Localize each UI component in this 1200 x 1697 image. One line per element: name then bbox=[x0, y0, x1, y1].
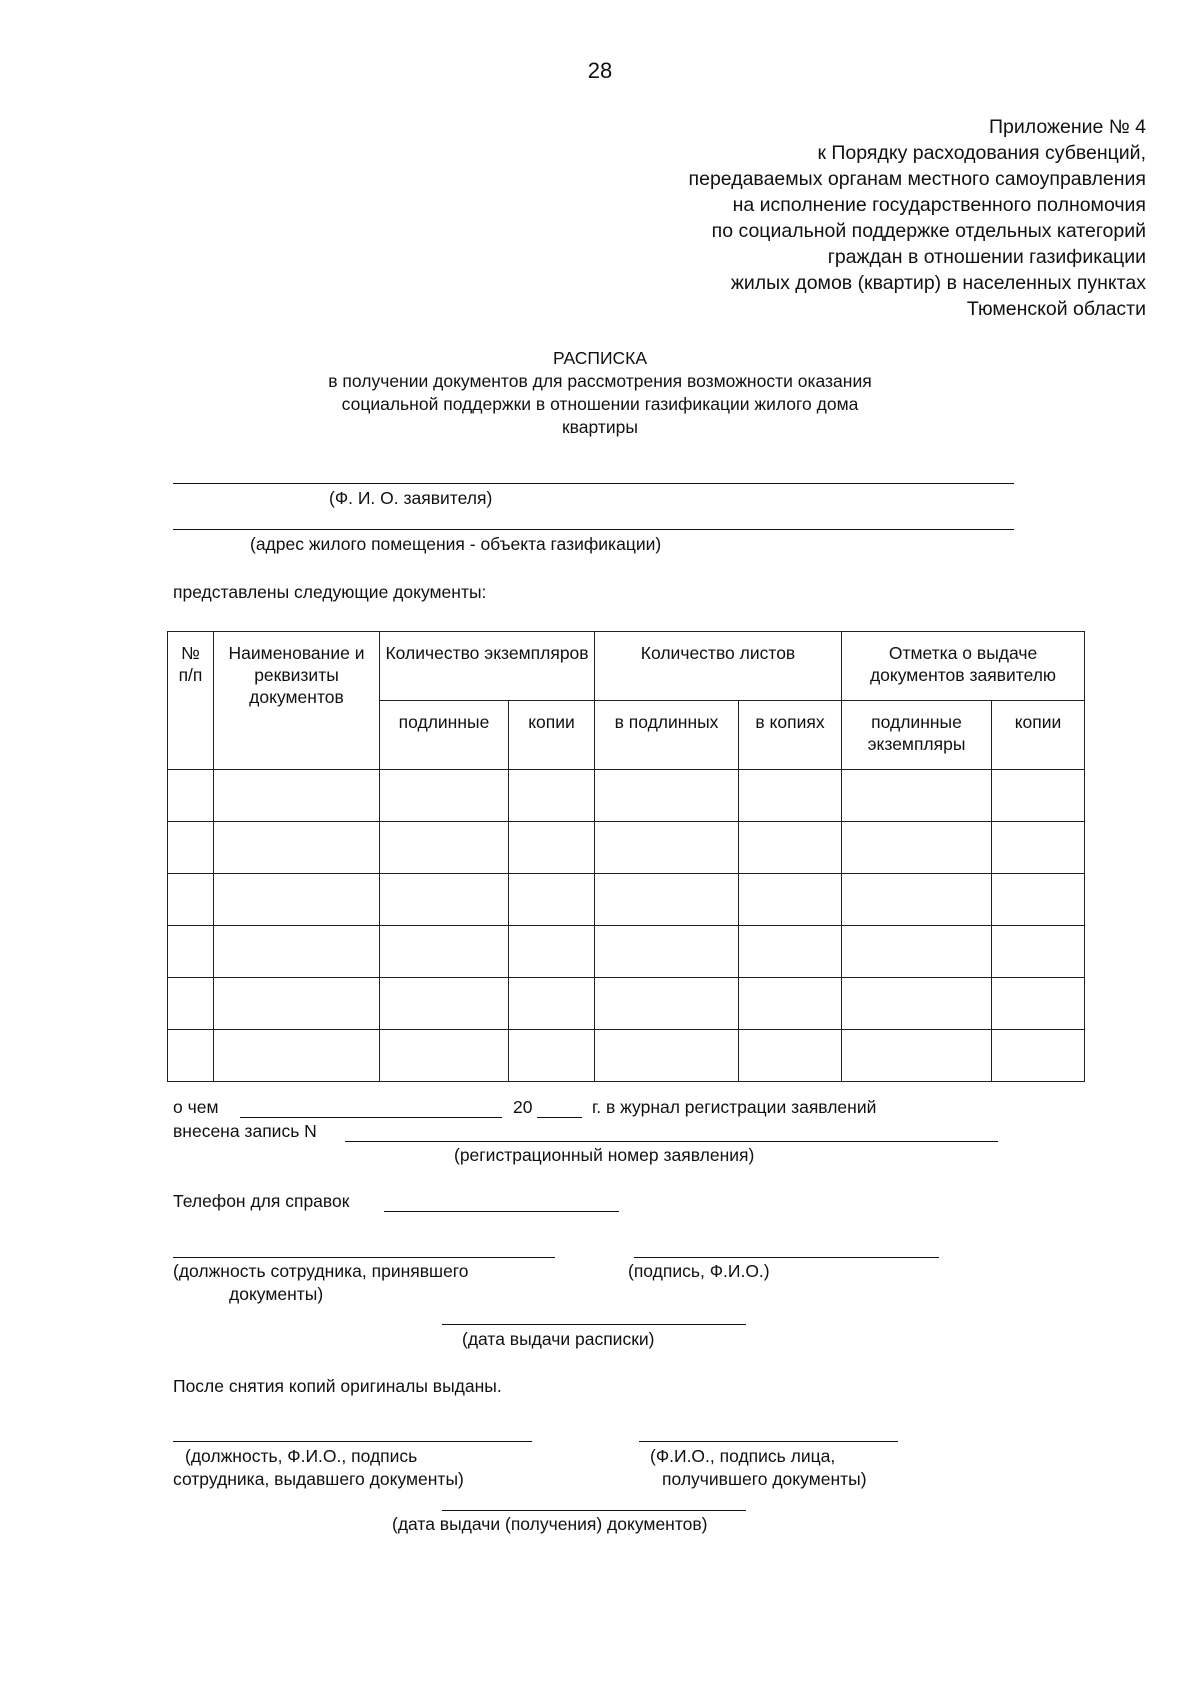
receiver-line[interactable] bbox=[639, 1441, 898, 1442]
header-issue-mark: Отметка о выдаче документов заявителю bbox=[842, 632, 1085, 701]
subheader-in-originals: в подлинных bbox=[595, 701, 739, 770]
header-copies-count: Количество экземпляров bbox=[380, 632, 595, 701]
appendix-line: к Порядку расходования субвенций, bbox=[817, 142, 1146, 164]
header-name: Наименование и реквизиты документов bbox=[214, 632, 380, 770]
phone-label: Телефон для справок bbox=[173, 1191, 350, 1211]
table-row bbox=[168, 1030, 1085, 1082]
issuer-line[interactable] bbox=[173, 1441, 532, 1442]
appendix-line: Тюменской области bbox=[966, 298, 1146, 320]
table-row bbox=[168, 822, 1085, 874]
page-number: 28 bbox=[587, 58, 613, 83]
table-row bbox=[168, 874, 1085, 926]
appendix-line: жилых домов (квартир) в населенных пунктах bbox=[730, 272, 1146, 294]
title-line: квартиры bbox=[562, 417, 638, 437]
appendix-line: граждан в отношении газификации bbox=[827, 246, 1146, 268]
documents-table bbox=[167, 631, 1085, 1082]
issuer-caption-1: (должность, Ф.И.О., подпись bbox=[185, 1446, 418, 1466]
staff-position-line[interactable] bbox=[173, 1257, 555, 1258]
journal-year-prefix: 20 bbox=[513, 1097, 533, 1117]
journal-entry-prefix: внесена запись N bbox=[173, 1121, 317, 1141]
receipt-date-line[interactable] bbox=[442, 1324, 746, 1325]
title-heading: РАСПИСКА bbox=[552, 348, 648, 368]
documents-date-caption: (дата выдачи (получения) документов) bbox=[392, 1514, 708, 1534]
journal-prefix: о чем bbox=[173, 1097, 219, 1117]
phone-line[interactable] bbox=[384, 1211, 619, 1212]
documents-date-line[interactable] bbox=[442, 1510, 746, 1511]
journal-year-suffix: г. в журнал регистрации заявлений bbox=[592, 1097, 877, 1117]
signature-caption: (подпись, Ф.И.О.) bbox=[628, 1261, 770, 1281]
originals-returned-text: После снятия копий оригиналы выданы. bbox=[173, 1376, 502, 1396]
appendix-line: Приложение № 4 bbox=[989, 116, 1146, 138]
appendix-line: передаваемых органам местного самоуправления bbox=[688, 168, 1146, 190]
header-sheets-count: Количество листов bbox=[595, 632, 842, 701]
table-row bbox=[168, 770, 1085, 822]
appendix-line: на исполнение государственного полномочия bbox=[732, 194, 1146, 216]
staff-caption-2: документы) bbox=[229, 1284, 324, 1304]
staff-signature-line[interactable] bbox=[634, 1257, 939, 1258]
journal-date-line[interactable] bbox=[240, 1117, 502, 1118]
applicant-name-line[interactable] bbox=[173, 483, 1014, 484]
table-row bbox=[168, 978, 1085, 1030]
address-caption: (адрес жилого помещения - объекта газификации) bbox=[250, 534, 662, 554]
receiver-caption-2: получившего документы) bbox=[662, 1469, 867, 1489]
subheader-original-copies: подлинные экземпляры bbox=[842, 701, 992, 770]
address-line[interactable] bbox=[173, 529, 1014, 530]
table-row bbox=[168, 926, 1085, 978]
subheader-copies-2: копии bbox=[992, 701, 1085, 770]
staff-caption-1: (должность сотрудника, принявшего bbox=[173, 1261, 469, 1281]
documents-intro: представлены следующие документы: bbox=[173, 582, 487, 602]
applicant-caption: (Ф. И. О. заявителя) bbox=[329, 488, 493, 508]
subheader-in-copies: в копиях bbox=[739, 701, 842, 770]
title-line: в получении документов для рассмотрения возможности оказания bbox=[328, 371, 872, 391]
journal-year-line[interactable] bbox=[537, 1117, 582, 1118]
subheader-copies: копии bbox=[509, 701, 595, 770]
registration-number-line[interactable] bbox=[345, 1141, 998, 1142]
appendix-header bbox=[689, 114, 1146, 322]
receipt-date-caption: (дата выдачи расписки) bbox=[462, 1329, 655, 1349]
appendix-line: по социальной поддержке отдельных категорий bbox=[711, 220, 1146, 242]
header-num: № п/п bbox=[168, 632, 214, 770]
receiver-caption-1: (Ф.И.О., подпись лица, bbox=[650, 1446, 836, 1466]
title-line: социальной поддержки в отношении газификации жилого дома bbox=[341, 394, 859, 414]
issuer-caption-2: сотрудника, выдавшего документы) bbox=[173, 1469, 464, 1489]
document-title bbox=[0, 347, 1200, 439]
registration-number-caption: (регистрационный номер заявления) bbox=[454, 1145, 755, 1165]
subheader-originals: подлинные bbox=[380, 701, 509, 770]
